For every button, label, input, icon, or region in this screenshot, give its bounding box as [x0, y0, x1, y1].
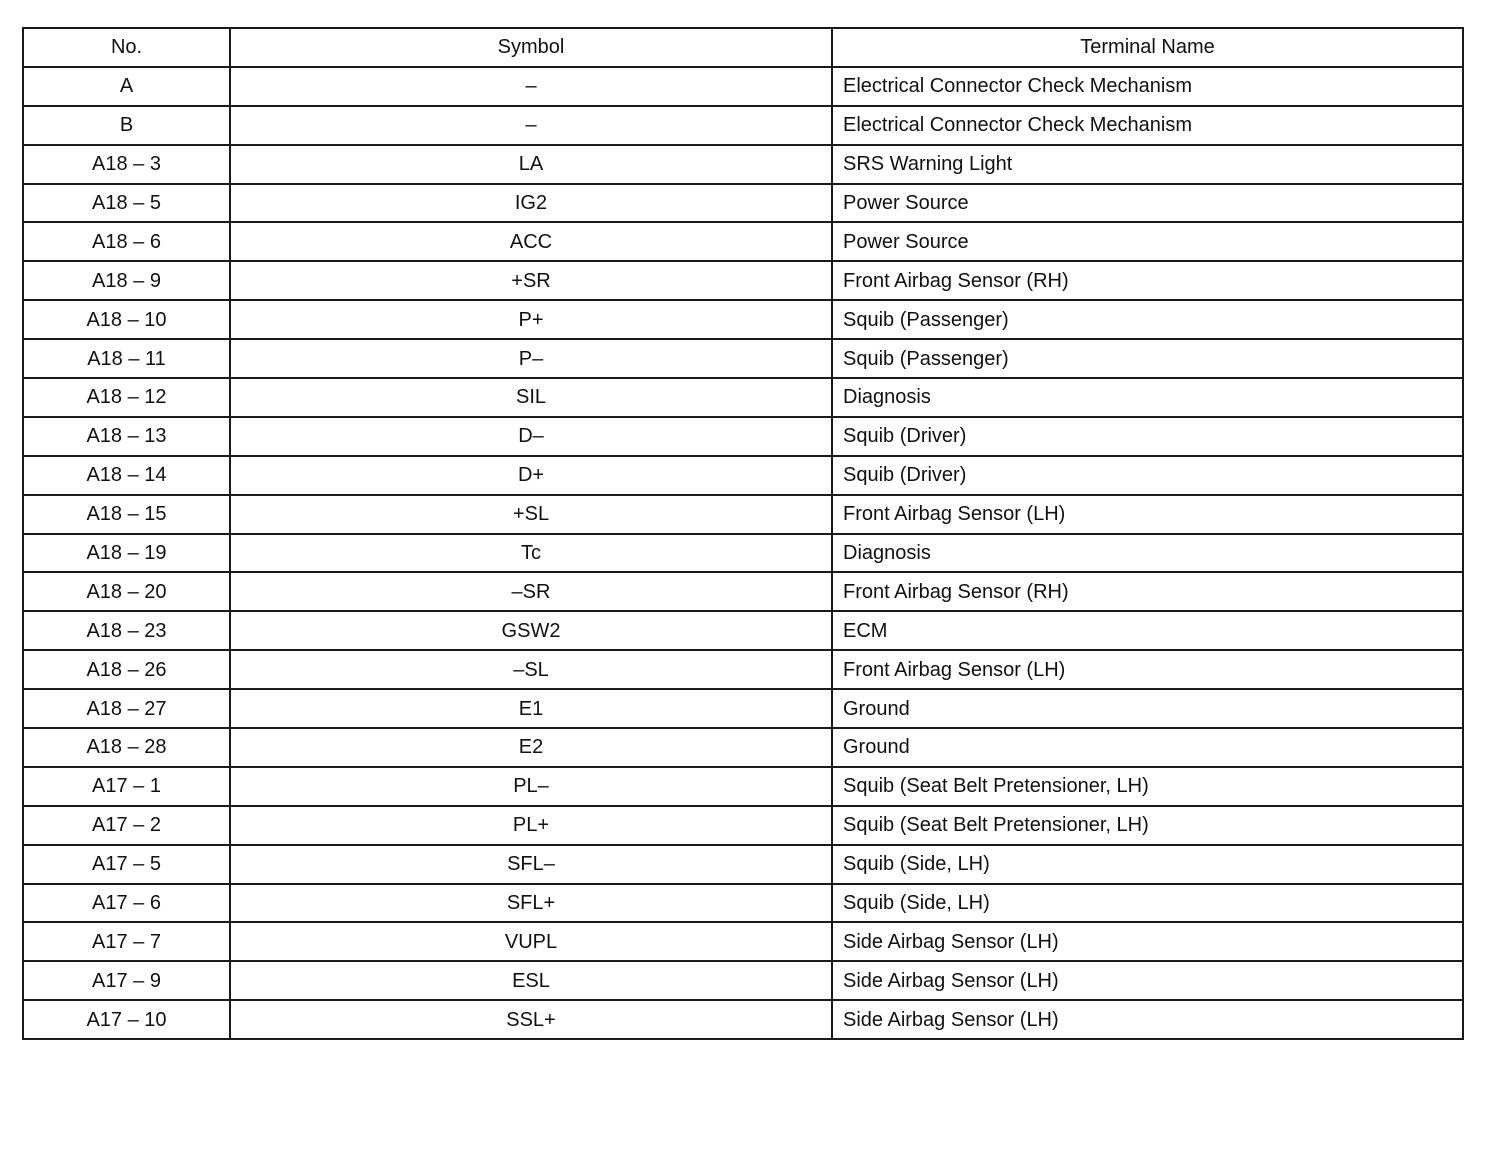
table-row — [23, 884, 1463, 923]
cell-terminal-name: Ground — [832, 689, 1463, 728]
cell-symbol: ACC — [230, 222, 832, 261]
cell-symbol: +SR — [230, 261, 832, 300]
cell-no: A17 – 9 — [23, 961, 230, 1000]
cell-symbol: D– — [230, 417, 832, 456]
table-row — [23, 845, 1463, 884]
cell-terminal-name: Front Airbag Sensor (LH) — [832, 495, 1463, 534]
cell-no: A18 – 19 — [23, 534, 230, 573]
cell-no: A17 – 2 — [23, 806, 230, 845]
cell-symbol: +SL — [230, 495, 832, 534]
table-row — [23, 961, 1463, 1000]
cell-no: A17 – 1 — [23, 767, 230, 806]
table-row — [23, 1000, 1463, 1039]
table-row — [23, 300, 1463, 339]
cell-symbol: –SR — [230, 572, 832, 611]
cell-no: A18 – 11 — [23, 339, 230, 378]
cell-symbol: GSW2 — [230, 611, 832, 650]
cell-symbol: E1 — [230, 689, 832, 728]
cell-terminal-name: Squib (Side, LH) — [832, 884, 1463, 923]
cell-symbol: SIL — [230, 378, 832, 417]
cell-terminal-name: Diagnosis — [832, 534, 1463, 573]
cell-no: A18 – 28 — [23, 728, 230, 767]
cell-symbol: – — [230, 67, 832, 106]
table-row — [23, 611, 1463, 650]
cell-no: A18 – 26 — [23, 650, 230, 689]
table-row — [23, 806, 1463, 845]
cell-terminal-name: Diagnosis — [832, 378, 1463, 417]
cell-terminal-name: Front Airbag Sensor (RH) — [832, 261, 1463, 300]
cell-symbol: VUPL — [230, 922, 832, 961]
cell-terminal-name: Power Source — [832, 222, 1463, 261]
table-row — [23, 261, 1463, 300]
cell-terminal-name: Squib (Driver) — [832, 417, 1463, 456]
cell-symbol: P+ — [230, 300, 832, 339]
cell-no: A18 – 13 — [23, 417, 230, 456]
cell-terminal-name: Front Airbag Sensor (LH) — [832, 650, 1463, 689]
header-terminal-name: Terminal Name — [832, 28, 1463, 67]
cell-terminal-name: Squib (Driver) — [832, 456, 1463, 495]
table-row — [23, 767, 1463, 806]
cell-terminal-name: Power Source — [832, 184, 1463, 223]
cell-no: A18 – 10 — [23, 300, 230, 339]
table-header — [23, 28, 1463, 67]
cell-no: A18 – 9 — [23, 261, 230, 300]
header-symbol: Symbol — [230, 28, 832, 67]
cell-no: A18 – 12 — [23, 378, 230, 417]
cell-no: A18 – 3 — [23, 145, 230, 184]
table-row — [23, 650, 1463, 689]
cell-no: A18 – 6 — [23, 222, 230, 261]
cell-terminal-name: Electrical Connector Check Mechanism — [832, 67, 1463, 106]
cell-symbol: SFL– — [230, 845, 832, 884]
cell-no: A18 – 14 — [23, 456, 230, 495]
cell-symbol: – — [230, 106, 832, 145]
table-row — [23, 728, 1463, 767]
table-body — [23, 67, 1463, 1039]
cell-symbol: Tc — [230, 534, 832, 573]
cell-terminal-name: Side Airbag Sensor (LH) — [832, 961, 1463, 1000]
table-row — [23, 106, 1463, 145]
cell-terminal-name: Side Airbag Sensor (LH) — [832, 922, 1463, 961]
cell-symbol: SSL+ — [230, 1000, 832, 1039]
cell-no: A18 – 23 — [23, 611, 230, 650]
terminal-table — [22, 27, 1464, 1040]
cell-terminal-name: SRS Warning Light — [832, 145, 1463, 184]
table-row — [23, 495, 1463, 534]
cell-symbol: P– — [230, 339, 832, 378]
cell-terminal-name: Ground — [832, 728, 1463, 767]
cell-symbol: D+ — [230, 456, 832, 495]
table-header-row — [23, 28, 1463, 67]
cell-symbol: IG2 — [230, 184, 832, 223]
cell-terminal-name: ECM — [832, 611, 1463, 650]
table-row — [23, 456, 1463, 495]
table-row — [23, 922, 1463, 961]
cell-symbol: SFL+ — [230, 884, 832, 923]
table-row — [23, 689, 1463, 728]
cell-no: A17 – 10 — [23, 1000, 230, 1039]
cell-no: A — [23, 67, 230, 106]
table-row — [23, 378, 1463, 417]
header-no: No. — [23, 28, 230, 67]
cell-terminal-name: Side Airbag Sensor (LH) — [832, 1000, 1463, 1039]
cell-terminal-name: Squib (Seat Belt Pretensioner, LH) — [832, 767, 1463, 806]
table-row — [23, 145, 1463, 184]
cell-no: A17 – 5 — [23, 845, 230, 884]
cell-symbol: PL+ — [230, 806, 832, 845]
cell-no: A18 – 15 — [23, 495, 230, 534]
cell-no: B — [23, 106, 230, 145]
table-row — [23, 184, 1463, 223]
cell-terminal-name: Squib (Passenger) — [832, 300, 1463, 339]
cell-no: A17 – 6 — [23, 884, 230, 923]
cell-symbol: –SL — [230, 650, 832, 689]
cell-no: A18 – 20 — [23, 572, 230, 611]
table-row — [23, 534, 1463, 573]
table-row — [23, 572, 1463, 611]
cell-terminal-name: Squib (Passenger) — [832, 339, 1463, 378]
cell-terminal-name: Squib (Seat Belt Pretensioner, LH) — [832, 806, 1463, 845]
cell-symbol: E2 — [230, 728, 832, 767]
table-row — [23, 339, 1463, 378]
cell-terminal-name: Electrical Connector Check Mechanism — [832, 106, 1463, 145]
table-row — [23, 417, 1463, 456]
table-row — [23, 222, 1463, 261]
cell-symbol: PL– — [230, 767, 832, 806]
table-row — [23, 67, 1463, 106]
cell-symbol: LA — [230, 145, 832, 184]
cell-terminal-name: Squib (Side, LH) — [832, 845, 1463, 884]
cell-no: A18 – 5 — [23, 184, 230, 223]
cell-no: A18 – 27 — [23, 689, 230, 728]
cell-symbol: ESL — [230, 961, 832, 1000]
cell-terminal-name: Front Airbag Sensor (RH) — [832, 572, 1463, 611]
cell-no: A17 – 7 — [23, 922, 230, 961]
